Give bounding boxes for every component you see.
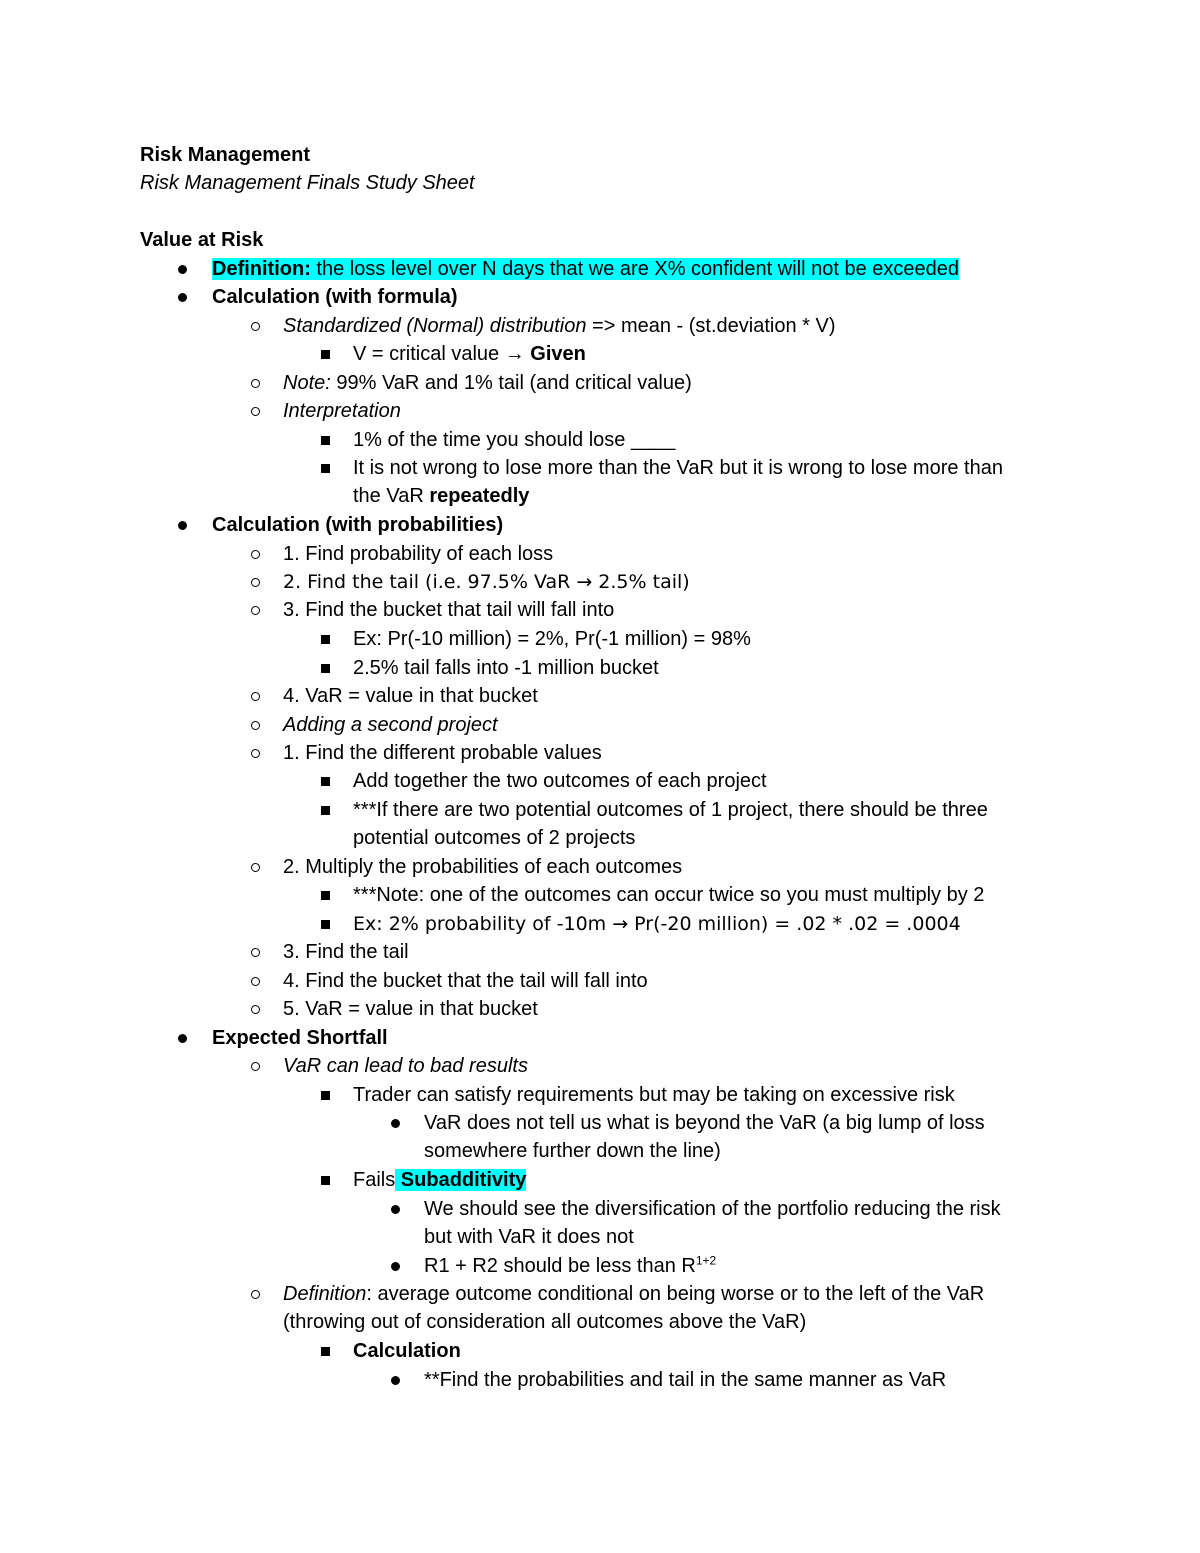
- bullet-square-icon: [315, 340, 335, 368]
- bullet-circle-icon: [245, 312, 265, 340]
- bullet-dot-icon: [385, 1366, 405, 1394]
- bullet-circle-icon: [245, 1280, 265, 1308]
- list-item: Fails Subadditivity: [353, 1169, 527, 1191]
- bullet-circle-icon: [245, 596, 265, 624]
- list-item: 3. Find the bucket that tail will fall into: [283, 599, 615, 621]
- bullet-circle-icon: [245, 739, 265, 767]
- bullet-circle-icon: [245, 369, 265, 397]
- list-item-continuation: potential outcomes of 2 projects: [353, 827, 636, 849]
- list-item: Calculation (with formula): [212, 286, 458, 308]
- bullet-square-icon: [315, 1081, 335, 1109]
- list-item: Standardized (Normal) distribution => mean - (st.deviation * V): [283, 315, 836, 337]
- list-item-continuation: somewhere further down the line): [424, 1140, 721, 1162]
- list-item: 5. VaR = value in that bucket: [283, 998, 538, 1020]
- bullet-circle-icon: [245, 995, 265, 1023]
- bullet-circle-icon: [245, 1052, 265, 1080]
- bullet-square-icon: [315, 1337, 335, 1365]
- bullet-dot-icon: [385, 1195, 405, 1223]
- list-item-continuation: but with VaR it does not: [424, 1226, 634, 1248]
- bullet-circle-icon: [245, 938, 265, 966]
- bullet-circle-icon: [245, 682, 265, 710]
- bullet-circle-icon: [245, 568, 265, 596]
- bullet-circle-icon: [245, 397, 265, 425]
- list-item: 2. Multiply the probabilities of each outcomes: [283, 856, 683, 878]
- list-item: VaR can lead to bad results: [283, 1055, 528, 1077]
- list-item: Adding a second project: [283, 714, 498, 736]
- bullet-dot-icon: [385, 1252, 405, 1280]
- list-item: Trader can satisfy requirements but may be taking on excessive risk: [353, 1084, 955, 1106]
- list-item: Interpretation: [283, 400, 401, 422]
- document-title: Risk Management: [140, 144, 311, 166]
- bullet-circle-icon: [245, 967, 265, 995]
- list-item: 1% of the time you should lose ____: [353, 429, 676, 451]
- bullet-square-icon: [315, 796, 335, 824]
- list-item: We should see the diversification of the portfolio reducing the risk: [424, 1198, 1001, 1220]
- bullet-square-icon: [315, 1166, 335, 1194]
- document-subtitle: Risk Management Finals Study Sheet: [140, 172, 475, 194]
- list-item: Ex: Pr(-10 million) = 2%, Pr(-1 million) = 98%: [353, 628, 751, 650]
- list-item: ***If there are two potential outcomes of 1 project, there should be three: [353, 799, 988, 821]
- list-item-continuation: (throwing out of consideration all outcomes above the VaR): [283, 1311, 807, 1333]
- list-item: Calculation: [353, 1340, 461, 1362]
- bullet-square-icon: [315, 910, 335, 938]
- bullet-square-icon: [315, 881, 335, 909]
- bullet-circle-icon: [245, 853, 265, 881]
- section-heading: Value at Risk: [140, 229, 264, 251]
- list-item: VaR does not tell us what is beyond the VaR (a big lump of loss: [424, 1112, 985, 1134]
- list-item: Expected Shortfall: [212, 1027, 388, 1049]
- list-item: Note: 99% VaR and 1% tail (and critical value): [283, 372, 692, 394]
- bullet-square-icon: [315, 654, 335, 682]
- bullet-square-icon: [315, 426, 335, 454]
- list-item: 4. VaR = value in that bucket: [283, 685, 538, 707]
- list-item: R1 + R2 should be less than $R^{1+2}$: [424, 1253, 717, 1277]
- list-item: 4. Find the bucket that the tail will fall into: [283, 970, 648, 992]
- list-item-continuation: the VaR repeatedly: [353, 485, 530, 507]
- list-item: Calculation (with probabilities): [212, 514, 504, 536]
- list-item: Definition: average outcome conditional on being worse or to the left of the VaR: [283, 1283, 985, 1305]
- list-item: V = critical value → Given: [353, 343, 586, 365]
- list-item: 2. Find the tail (i.e. 97.5% VaR → 2.5% tail): [283, 571, 690, 593]
- list-item: 3. Find the tail: [283, 941, 409, 963]
- list-item: 1. Find probability of each loss: [283, 543, 554, 565]
- bullet-dot-icon: [172, 511, 192, 539]
- bullet-circle-icon: [245, 540, 265, 568]
- list-item: 2.5% tail falls into -1 million bucket: [353, 657, 659, 679]
- bullet-square-icon: [315, 625, 335, 653]
- bullet-square-icon: [315, 454, 335, 482]
- bullet-dot-icon: [385, 1109, 405, 1137]
- bullet-square-icon: [315, 767, 335, 795]
- bullet-dot-icon: [172, 283, 192, 311]
- bullet-circle-icon: [245, 711, 265, 739]
- bullet-dot-icon: [172, 1024, 192, 1052]
- list-item: Definition: the loss level over N days that we are X% confident will not be exceeded: [212, 258, 960, 280]
- list-item: ***Note: one of the outcomes can occur twice so you must multiply by 2: [353, 884, 985, 906]
- list-item: **Find the probabilities and tail in the same manner as VaR: [424, 1369, 947, 1391]
- list-item: 1. Find the different probable values: [283, 742, 602, 764]
- bullet-dot-icon: [172, 255, 192, 283]
- list-item: Ex: 2% probability of -10m → Pr(-20 million) = .02 * .02 = .0004: [353, 913, 961, 935]
- list-item: It is not wrong to lose more than the VaR but it is wrong to lose more than: [353, 457, 1003, 479]
- list-item: Add together the two outcomes of each project: [353, 770, 767, 792]
